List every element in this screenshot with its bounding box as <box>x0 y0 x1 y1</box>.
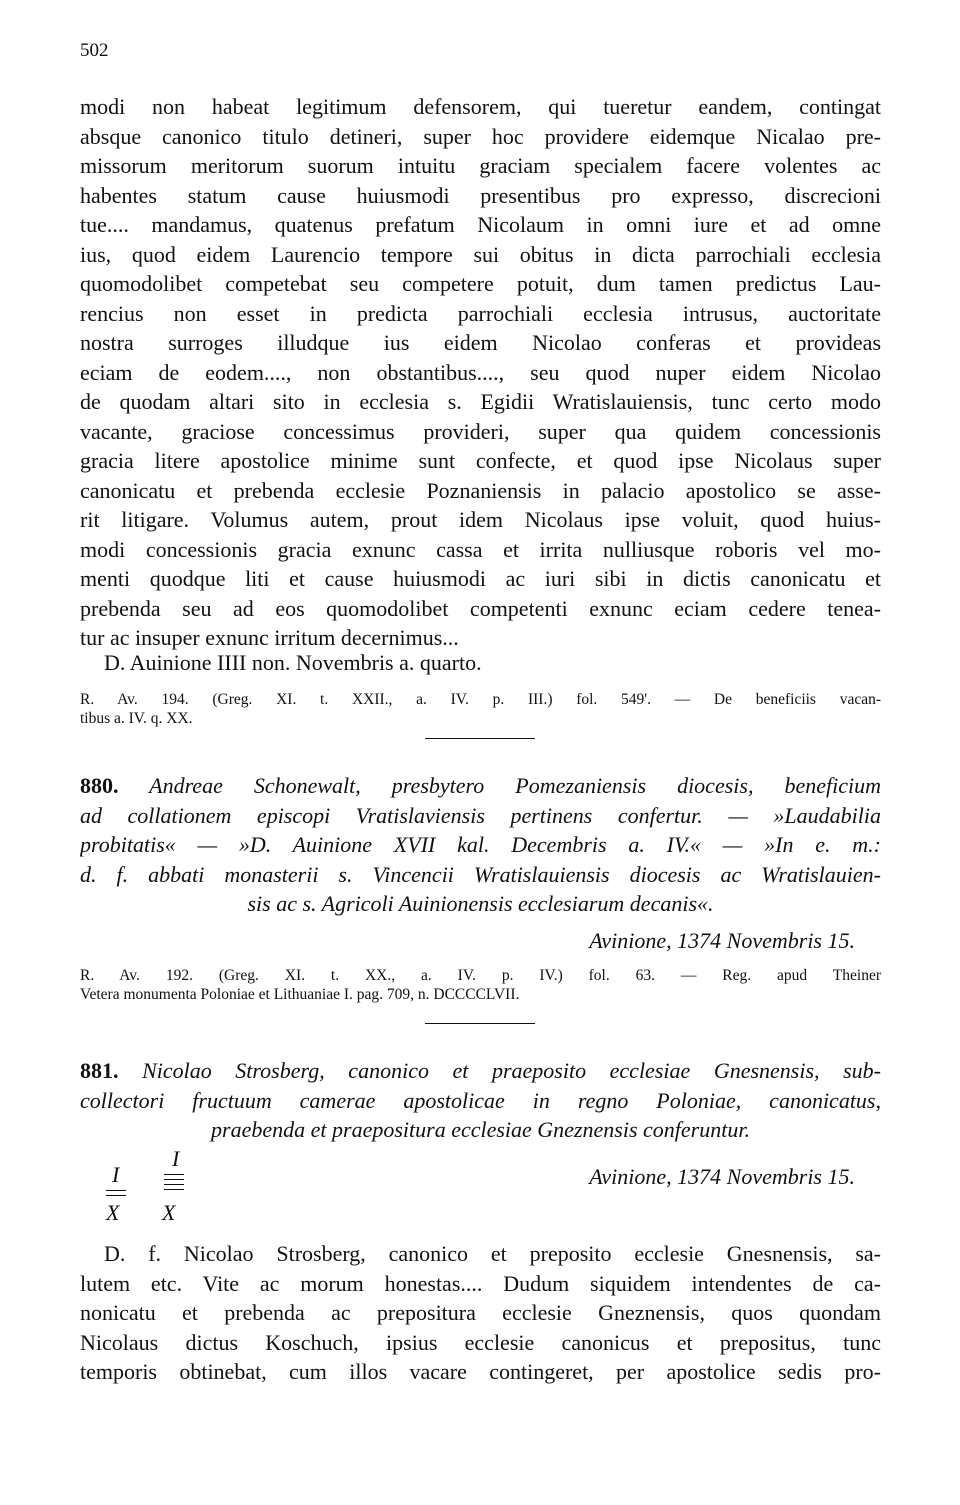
regest-line <box>80 771 881 801</box>
note-line: R. Av. 192. (Greg. XI. t. XX., a. IV. p. IV.) fol. 63. — Reg. apud Theiner <box>80 967 881 984</box>
text-line: de quodam altari sito in ecclesia s. Egidii Wratislauiensis, tunc certo modo <box>80 389 881 414</box>
rubric-bottom-left: X <box>106 1200 120 1225</box>
text-line: modi non habeat legitimum defensorem, qui tueretur eandem, contingat <box>80 94 881 119</box>
text-line: prebenda seu ad eos quomodolibet competenti exnunc eciam cedere tenea- <box>80 595 881 621</box>
text-line: absque canonico titulo detineri, super hoc providere eidemque Nicalao pre- <box>80 123 881 149</box>
dating-line: D. Auinione IIII non. Novembris a. quarto. <box>104 650 482 675</box>
text-line: missorum meritorum suorum intuitu graciam specialem facere volentes ac <box>80 153 881 178</box>
text-line: D. f. Nicolao Strosberg, canonico et preposito ecclesie Gnesnensis, sa- <box>104 1241 881 1266</box>
text-line: menti quodque liti et cause huiusmodi ac iuri sibi in dictis canonicatu et <box>80 566 881 591</box>
entry-number: 881. <box>80 1058 119 1083</box>
regest-line: sis ac s. Agricoli Auinionensis ecclesiarum decanis«. <box>247 891 714 916</box>
text-line: modi concessionis gracia exnunc cassa et irrita nulliusque roboris vel mo- <box>80 536 881 562</box>
regest-line <box>80 1056 881 1086</box>
note-line: Vetera monumenta Poloniae et Lithuaniae I. pag. 709, n. DCCCCLVII. <box>80 986 520 1003</box>
dating-clause <box>80 648 881 678</box>
entry-881-place-date <box>80 1162 881 1192</box>
rubric-top-left: I <box>112 1162 120 1187</box>
entry-880-note <box>80 966 881 1004</box>
regest-line: ad collationem episcopi Vratislaviensis pertinens confertur. — »Laudabilia <box>80 802 881 828</box>
text-line: Nicolaus dictus Koschuch, ipsius ecclesie canonicus et prepositus, tunc <box>80 1329 881 1355</box>
text-line: eciam de eodem...., non obstantibus...., seu quod nuper eidem Nicolao <box>80 359 881 385</box>
text-line: vacante, graciose concessimus provideri, super qua quidem concessionis <box>80 418 881 444</box>
text-line: ius, quod eidem Laurencio tempore sui obitus in dicta parrochiali ecclesia <box>80 241 881 267</box>
regest-line: praebenda et praepositura ecclesiae Gneznensis conferuntur. <box>211 1117 750 1142</box>
note-line: tibus a. IV. q. XX. <box>80 710 193 727</box>
place-date: Avinione, 1374 Novembris 15. <box>589 928 855 953</box>
rubric-top-right: I <box>172 1146 180 1171</box>
regest-line: probitatis« — »D. Auinione XVII kal. Decembris a. IV.« — »In e. m.: <box>80 832 881 857</box>
entry-881-regest <box>80 1056 881 1145</box>
note-line: R. Av. 194. (Greg. XI. t. XXII., a. IV. p. III.) fol. 549'. — De beneficiis vacan- <box>80 691 881 708</box>
text-line: lutem etc. Vite ac morum honestas.... Dudum siquidem intendentes de ca- <box>80 1270 881 1296</box>
regest-text: Andreae Schonewalt, presbytero Pomezaniensis diocesis, beneficium <box>149 773 881 798</box>
regest-line: d. f. abbati monasterii s. Vincencii Wratislauiensis diocesis ac Wratislauien- <box>80 861 881 887</box>
text-line: tur ac insuper exnunc irritum decernimus... <box>80 625 459 650</box>
page-number: 502 <box>80 40 109 61</box>
separator-rule <box>425 738 535 739</box>
source-note <box>80 690 881 728</box>
text-line: quomodolibet competebat seu competere potuit, dum tamen predictus Lau- <box>80 271 881 296</box>
separator-rule <box>425 1023 535 1024</box>
regest-text: Nicolao Strosberg, canonico et praeposito ecclesiae Gnesnensis, sub- <box>142 1058 881 1083</box>
text-line: habentes statum cause huiusmodi presentibus pro expresso, discrecioni <box>80 182 881 208</box>
rubric-bottom-right: X <box>162 1200 176 1225</box>
entry-880-regest <box>80 771 881 919</box>
text-line: nonicatu et prebenda ac prepositura ecclesie Gneznensis, quos quondam <box>80 1300 881 1325</box>
entry-number: 880. <box>80 773 119 798</box>
rubric-rule <box>106 1195 126 1196</box>
text-line: tue.... mandamus, quatenus prefatum Nicolaum in omni iure et ad omne <box>80 212 881 237</box>
entry-880-place-date <box>80 926 881 956</box>
entry-881-text <box>80 1239 881 1387</box>
text-line: nostra surroges illudque ius eidem Nicolao conferas et provideas <box>80 330 881 355</box>
text-line: temporis obtinebat, cum illos vacare contingeret, per apostolice sedis pro- <box>80 1359 881 1384</box>
text-line: canonicatu et prebenda ecclesie Poznaniensis in palacio apostolico se asse- <box>80 477 881 503</box>
place-date: Avinione, 1374 Novembris 15. <box>589 1164 855 1189</box>
continuation-text <box>80 92 881 653</box>
text-line: rencius non esset in predicta parrochiali ecclesia intrusus, auctoritate <box>80 300 881 326</box>
text-line: gracia litere apostolice minime sunt confecte, et quod ipse Nicolaus super <box>80 448 881 473</box>
regest-line: collectori fructuum camerae apostolicae in regno Poloniae, canonicatus, <box>80 1087 881 1113</box>
text-line: rit litigare. Volumus autem, prout idem Nicolaus ipse voluit, quod huius- <box>80 507 881 532</box>
